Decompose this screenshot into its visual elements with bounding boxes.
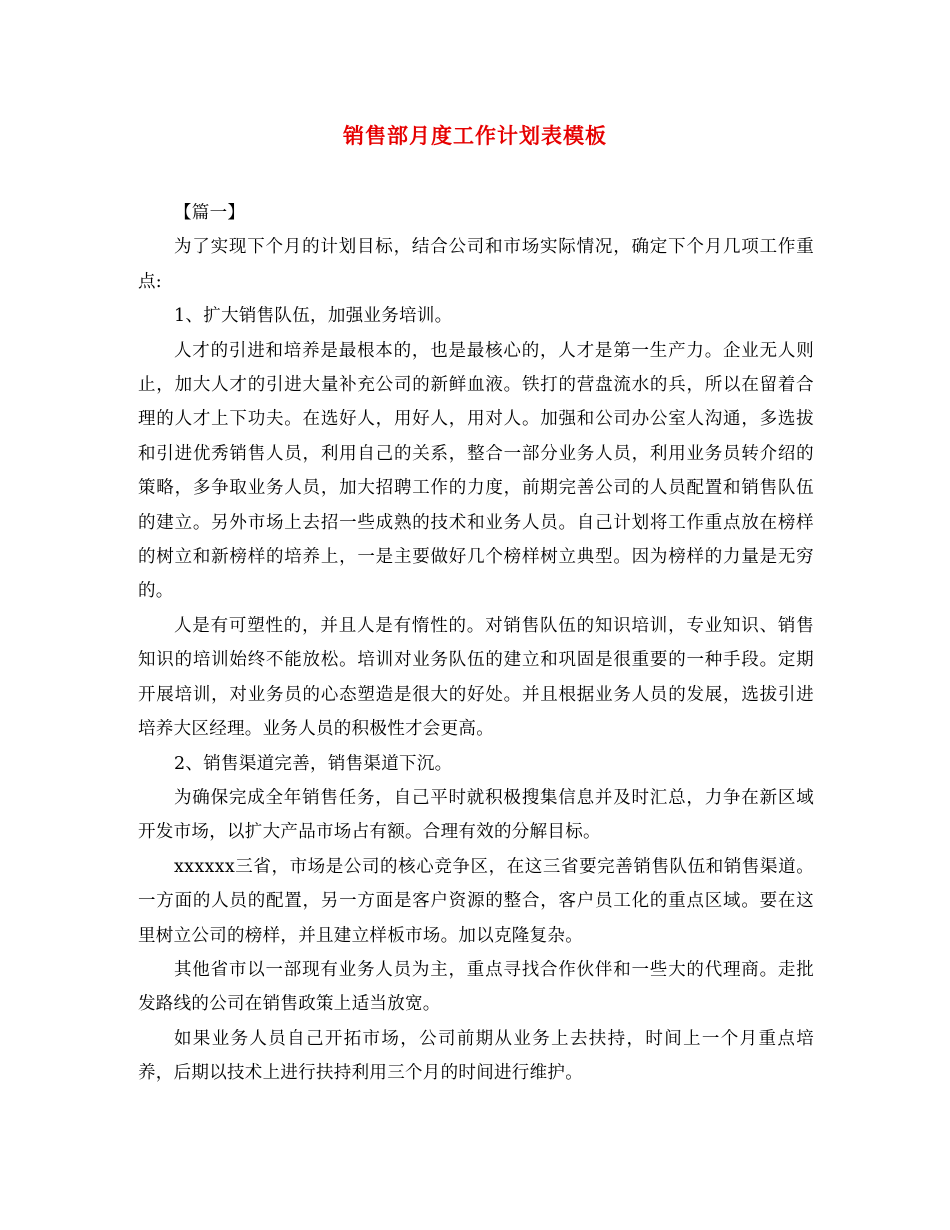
intro-paragraph: 为了实现下个月的计划目标，结合公司和市场实际情况，确定下个月几项工作重点: [138,237,814,292]
body-paragraph: 其他省市以一部现有业务人员为主，重点寻找合作伙伴和一些大的代理商。走批发路线的公司在销售政策上适当放宽。 [138,959,814,1015]
point-1-heading: 1、扩大销售队伍，加强业务培训。 [174,306,453,327]
section-heading: 【篇一】 [174,203,246,223]
body-paragraph: xxxxxx三省，市场是公司的核心竞争区，在这三省要完善销售队伍和销售渠道。一方面的人员的配置，另一方面是客户资源的整合，客户员工化的重点区域。要在这里树立公司的榜样，并且建立样板市场。加以克隆复杂。 [138,856,814,946]
point-2-heading: 2、销售渠道完善，销售渠道下沉。 [174,753,453,774]
body-paragraph: 人才的引进和培养是最根本的，也是最核心的，人才是第一生产力。企业无人则止，加大人才的引进大量补充公司的新鲜血液。铁打的营盘流水的兵，所以在留着合理的人才上下功夫。在选好人，用好人，用对人。加强和公司办公室人沟通，多选拔和引进优秀销售人员，利用自己的关系，整合一部分业务人员，利用业务员转介绍的策略，多争取业务人员，加大招聘工作的力度，前期完善公司的人员配置和销售队伍的建立。另外市场上去招一些成熟的技术和业务人员。自己计划将工作重点放在榜样的树立和新榜样的培养上，一是主要做好几个榜样树立典型。因为榜样的力量是无穷的。 [138,340,814,602]
document-title: 销售部月度工作计划表模板 [343,123,607,148]
document-body [138,196,814,1091]
body-paragraph: 为确保完成全年销售任务，自己平时就积极搜集信息并及时汇总，力争在新区域开发市场，以扩大产品市场占有额。合理有效的分解目标。 [138,787,814,843]
body-paragraph: 如果业务人员自己开拓市场，公司前期从业务上去扶持，时间上一个月重点培养，后期以技术上进行扶持利用三个月的时间进行维护。 [138,1028,814,1084]
body-paragraph: 人是有可塑性的，并且人是有惰性的。对销售队伍的知识培训，专业知识、销售知识的培训始终不能放松。培训对业务队伍的建立和巩固是很重要的一种手段。定期开展培训，对业务员的心态塑造是很大的好处。并且根据业务人员的发展，选拔引进培养大区经理。业务人员的积极性才会更高。 [138,615,814,740]
